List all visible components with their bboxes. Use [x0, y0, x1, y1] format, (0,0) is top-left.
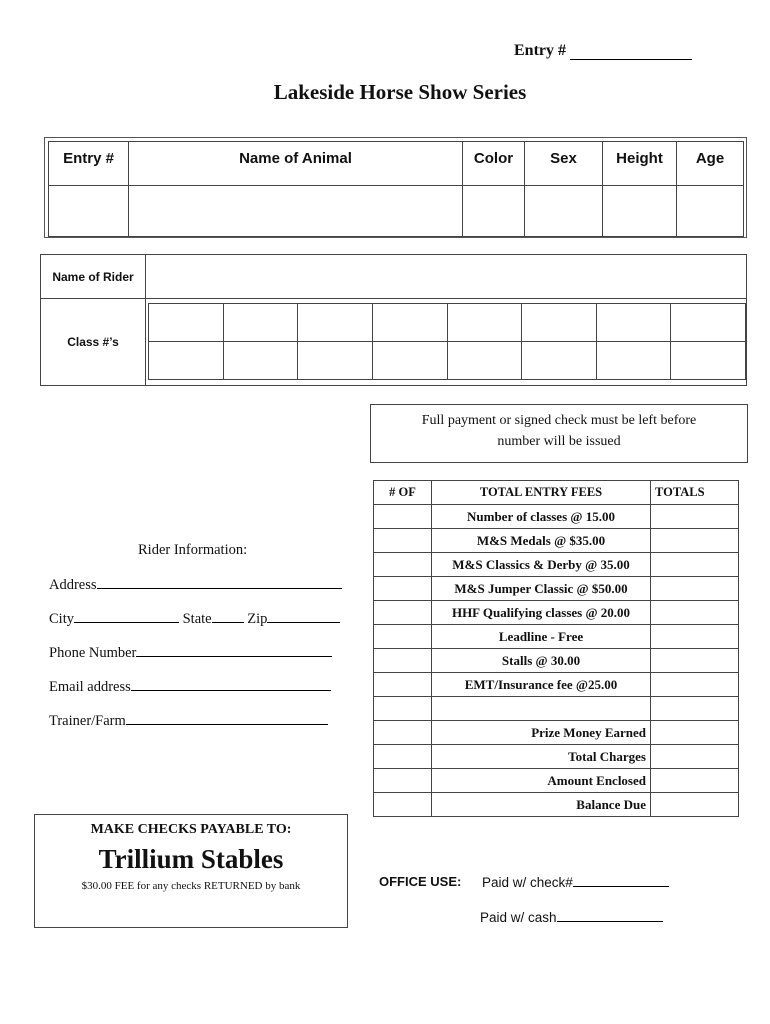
checks-payable-label: MAKE CHECKS PAYABLE TO: [90, 822, 292, 837]
fee-count-cell[interactable] [374, 601, 432, 625]
rider-name-label: Name of Rider [41, 255, 146, 299]
returned-check-fee: $30.00 FEE for any checks RETURNED by bank [81, 880, 301, 892]
class-cell[interactable] [223, 342, 298, 380]
email-line[interactable] [131, 678, 331, 691]
total-charges-total[interactable] [651, 745, 739, 769]
fee-total-cell[interactable] [651, 601, 739, 625]
fee-row [374, 649, 739, 673]
notice-line-1: Full payment or signed check must be left before [421, 413, 697, 428]
rider-name-cell[interactable] [146, 255, 747, 299]
class-cell[interactable] [596, 304, 671, 342]
office-use-label: OFFICE USE: [379, 874, 462, 889]
class-cell[interactable] [671, 304, 746, 342]
total-charges-label: Total Charges [432, 745, 651, 769]
paid-check-label: Paid w/ check# [482, 875, 573, 890]
class-grid [148, 303, 746, 380]
summary-blank-cell [374, 721, 432, 745]
animal-name-cell[interactable] [129, 186, 463, 237]
class-cell[interactable] [149, 342, 224, 380]
class-cell[interactable] [447, 304, 522, 342]
fee-item-blank[interactable] [432, 697, 651, 721]
trainer-line[interactable] [126, 712, 328, 725]
fee-row [374, 577, 739, 601]
zip-label: Zip [247, 611, 268, 627]
color-cell[interactable] [463, 186, 525, 237]
amount-enclosed-label: Amount Enclosed [432, 769, 651, 793]
amount-enclosed-total[interactable] [651, 769, 739, 793]
state-label: State [182, 611, 212, 627]
class-row [41, 299, 747, 386]
address-field[interactable] [49, 576, 342, 594]
header-entry: Entry # [49, 142, 129, 186]
class-cell[interactable] [671, 342, 746, 380]
rider-info-title: Rider Information: [138, 542, 248, 558]
city-state-zip-field [49, 610, 340, 628]
class-grid-row [149, 342, 746, 380]
header-total-entry-fees: TOTAL ENTRY FEES [432, 481, 651, 505]
fee-row [374, 505, 739, 529]
entry-cell[interactable] [49, 186, 129, 237]
city-label: City [49, 611, 74, 627]
email-label: Email address [49, 679, 131, 695]
summary-row [374, 745, 739, 769]
fee-item: M&S Jumper Classic @ $50.00 [432, 577, 651, 601]
prize-money-total[interactable] [651, 721, 739, 745]
fee-total-cell[interactable] [651, 649, 739, 673]
header-totals: TOTALS [651, 481, 739, 505]
class-cell[interactable] [522, 342, 597, 380]
fee-item: M&S Classics & Derby @ 35.00 [432, 553, 651, 577]
class-cell[interactable] [223, 304, 298, 342]
fee-row [374, 625, 739, 649]
sex-cell[interactable] [525, 186, 603, 237]
zip-line[interactable] [267, 610, 340, 623]
fee-count-cell[interactable] [374, 529, 432, 553]
fee-item: EMT/Insurance fee @25.00 [432, 673, 651, 697]
header-color: Color [463, 142, 525, 186]
entry-number-top [514, 42, 692, 60]
class-cell[interactable] [596, 342, 671, 380]
balance-due-total[interactable] [651, 793, 739, 817]
paid-check-field[interactable] [482, 874, 669, 890]
summary-blank-cell [374, 793, 432, 817]
class-cell[interactable] [149, 304, 224, 342]
header-height: Height [603, 142, 677, 186]
fee-count-cell[interactable] [374, 577, 432, 601]
class-cell[interactable] [447, 342, 522, 380]
fee-total-cell[interactable] [651, 505, 739, 529]
fee-item: M&S Medals @ $35.00 [432, 529, 651, 553]
entry-number-line[interactable] [570, 45, 692, 60]
header-count: # OF [374, 481, 432, 505]
notice-line-2: number will be issued [497, 434, 621, 449]
class-cell[interactable] [298, 342, 373, 380]
entry-label: Entry # [514, 42, 566, 59]
fee-total-cell[interactable] [651, 673, 739, 697]
fee-count-cell[interactable] [374, 673, 432, 697]
fee-item: Number of classes @ 15.00 [432, 505, 651, 529]
animal-table [48, 141, 744, 237]
paid-cash-line[interactable] [557, 909, 663, 922]
fee-total-cell[interactable] [651, 577, 739, 601]
class-grid-cell [146, 299, 747, 386]
phone-line[interactable] [136, 644, 332, 657]
balance-due-label: Balance Due [432, 793, 651, 817]
age-cell[interactable] [677, 186, 744, 237]
state-line[interactable] [212, 610, 244, 623]
paid-cash-label: Paid w/ cash [480, 910, 557, 925]
rider-name-row [41, 255, 747, 299]
paid-check-line[interactable] [573, 874, 669, 887]
class-cell[interactable] [522, 304, 597, 342]
fee-count-cell[interactable] [374, 553, 432, 577]
header-age: Age [677, 142, 744, 186]
animal-table-frame [44, 137, 747, 238]
fees-table [373, 480, 739, 817]
fee-item: Leadline - Free [432, 625, 651, 649]
rider-table [40, 254, 747, 386]
fee-total-cell[interactable] [651, 553, 739, 577]
animal-table-entry-row [49, 186, 744, 237]
summary-row [374, 793, 739, 817]
payment-notice [370, 404, 748, 463]
prize-money-label: Prize Money Earned [432, 721, 651, 745]
paid-cash-field[interactable] [480, 909, 663, 925]
fee-row [374, 601, 739, 625]
fee-item: HHF Qualifying classes @ 20.00 [432, 601, 651, 625]
summary-row [374, 769, 739, 793]
fee-count-cell[interactable] [374, 625, 432, 649]
trainer-field[interactable] [49, 712, 328, 730]
fee-total-cell[interactable] [651, 625, 739, 649]
fee-row [374, 697, 739, 721]
address-label: Address [49, 577, 97, 593]
summary-blank-cell [374, 769, 432, 793]
class-cell[interactable] [372, 342, 447, 380]
fee-total-cell[interactable] [651, 529, 739, 553]
fee-row [374, 673, 739, 697]
fee-row [374, 553, 739, 577]
summary-row [374, 721, 739, 745]
address-line[interactable] [97, 576, 342, 589]
height-cell[interactable] [603, 186, 677, 237]
summary-blank-cell [374, 745, 432, 769]
class-cell[interactable] [372, 304, 447, 342]
header-sex: Sex [525, 142, 603, 186]
fee-count-cell[interactable] [374, 505, 432, 529]
animal-table-header-row [49, 142, 744, 186]
fee-item: Stalls @ 30.00 [432, 649, 651, 673]
fee-count-cell[interactable] [374, 697, 432, 721]
phone-label: Phone Number [49, 645, 137, 661]
fee-row [374, 529, 739, 553]
city-line[interactable] [74, 610, 179, 623]
class-label: Class #’s [41, 299, 146, 386]
payee-name: Trillium Stables [98, 844, 284, 874]
header-animal-name: Name of Animal [129, 142, 463, 186]
fees-header-row [374, 481, 739, 505]
trainer-label: Trainer/Farm [49, 713, 126, 729]
checks-payable-box [34, 814, 348, 928]
page-title: Lakeside Horse Show Series [273, 80, 527, 104]
email-field[interactable] [49, 678, 331, 696]
fee-total-cell[interactable] [651, 697, 739, 721]
phone-field[interactable] [49, 644, 332, 662]
class-grid-row [149, 304, 746, 342]
fee-count-cell[interactable] [374, 649, 432, 673]
class-cell[interactable] [298, 304, 373, 342]
